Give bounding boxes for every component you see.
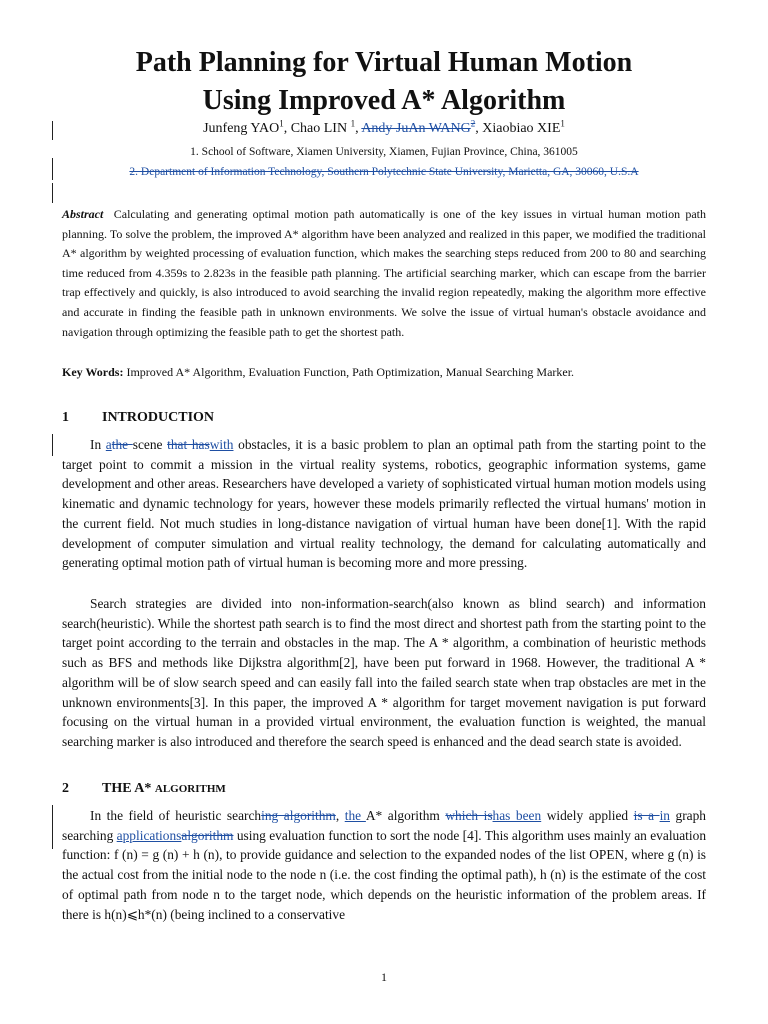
deleted-author-affil-mark: 2	[470, 118, 476, 129]
author-separator: ,	[475, 121, 483, 136]
a-star-paragraph-1	[62, 806, 706, 924]
paper-title	[40, 44, 728, 120]
deleted-author-name: Andy JuAn WANG	[361, 121, 471, 136]
author-separator: ,	[283, 121, 291, 136]
change-bar	[52, 805, 53, 849]
section-heading-introduction	[62, 409, 214, 427]
change-bar	[52, 434, 53, 456]
section-number: 2	[62, 781, 69, 796]
page-number: 1	[381, 970, 387, 984]
text-run: [4]. This algorithm uses mainly an evaluation function: f (n) = g (n) + h (n), to provide guidance and selection to the expanded nodes of the list OPEN, where g (n) is the actual cost from the initial node to the node n (i.e. the cost finding the optimal path), h (n) is the estimate of the cost of optimal path from node n to the target node, which depends on the heuristic information of the problem areas. If there is h(n)⩽h*(n) (being inclined to a conservative	[62, 827, 707, 922]
affiliation: 1. School of Software, Xiamen University, Xiamen, Fujian Province, China, 361005	[190, 146, 578, 158]
section-title-smallcaps: ALGORITHM	[154, 783, 226, 795]
introduction-paragraph-1	[62, 435, 706, 573]
author-name: Chao LIN	[290, 121, 348, 136]
section-number: 1	[62, 410, 69, 425]
section-title: INTRODUCTION	[102, 410, 215, 425]
section-heading-a-star	[62, 780, 226, 798]
deleted-affiliation: 2. Department of Information Technology, Southern Polytechnic State University, Marietta, GA, 30060, U.S.A	[129, 166, 639, 178]
author-affil-mark: 1	[560, 118, 565, 129]
abstract-text: Calculating and generating optimal motion path automatically is one of the key issues in virtual human motion path planning. To solve the problem, the improved A* algorithm have been analyzed and realized in this paper, we modified the traditional A* algorithm by weighted processing of evaluation function, which makes the searching steps reduced from 200 to 80 and searching time reduced from 4.359s to 2.823s in the feasible path planning. The artificial searching marker, which can escape from the barrier trap effectively and quickly, is also introduced to avoid searching the invalid region repeatedly, making the algorithm more effective and accurate in finding the feasible path in unknown environments. We solve the issue of virtual human's obstacle avoidance and navigation through optimizing the feasible path to get the shortest path.	[62, 207, 707, 339]
deleted-text: algorithm	[181, 827, 234, 843]
text-run: using evaluation function to sort the node	[233, 827, 463, 843]
inserted-text: has been	[492, 808, 542, 823]
text-run: scene	[132, 437, 168, 452]
author-name: Xiaobiao XIE	[482, 121, 561, 136]
introduction-paragraph-2: Search strategies are divided into non-information-search(also known as blind search) and information search(heuristic). While the shortest path search is to find the most direct and shortest path from the starting point to the target point according to the terrain and obstacles in the map. The A * algorithm, a combination of heuristic methods such as BFS and methods like Dijkstra algorithm[2], have been put forward in 1968. However, the traditional A * algorithm will be of slow search speed and can easily fall into the failed search state when trap obstacles are met in the unknown environments[3]. In this paper, the improved A * algorithm for target movement navigation is put forward focusing on the virtual human in a provided virtual environment, the evaluation function is weighted, the manual searching marker is also introduced and therefore the search speed is enhanced and the dead search state is avoided.	[62, 596, 706, 749]
author-affil-mark: 1	[279, 118, 284, 129]
author-affil-mark: 1	[350, 118, 356, 129]
deleted-text: that has	[167, 437, 210, 452]
section-title: THE A*	[102, 781, 155, 796]
title-line-1: Path Planning for Virtual Human Motion	[135, 47, 633, 78]
inserted-text: in	[659, 808, 670, 823]
keywords	[62, 363, 706, 383]
deleted-text: the	[111, 437, 133, 452]
inserted-text: a	[105, 437, 112, 452]
author-name: Junfeng YAO	[203, 121, 280, 136]
abstract-label: Abstract	[62, 207, 104, 221]
author-separator: ,	[355, 121, 362, 136]
inserted-text: with	[209, 437, 234, 452]
text-run: ,	[335, 808, 345, 823]
inserted-text: applications	[116, 827, 182, 843]
text-run: In	[90, 437, 106, 452]
abstract	[62, 205, 706, 342]
change-bar	[52, 183, 53, 203]
keywords-label: Key Words:	[62, 365, 124, 379]
author-list	[40, 120, 728, 138]
keywords-text: Improved A* Algorithm, Evaluation Function, Path Optimization, Manual Searching Marker.	[126, 365, 575, 379]
text-run: obstacles, it is a basic problem to plan an optimal path from the starting point to the target point to commit a mission in the virtual reality systems, robotics, geographic information systems, game development and other areas. Researchers have developed a variety of sophisticated virtual human motion models using kinematic and dynamic technology for years, however these models primarily reflected the virtual humans' motion in the current field. Not much studies in long-distance navigation of virtual human have been done[1]. With the rapid development of computer simulation and virtual reality technology, the demand for calculating automatically and generating optimal motion path of virtual human is becoming more and more pressing.	[62, 437, 706, 571]
text-run: graph searching	[62, 808, 706, 843]
text-run: widely applied	[541, 808, 634, 823]
deleted-text: which is	[445, 808, 493, 823]
text-run: A* algorithm	[365, 808, 446, 823]
text-run: In the field of heuristic search	[90, 808, 262, 823]
deleted-text: is a	[633, 808, 660, 823]
title-line-2: Using Improved A* Algorithm	[202, 85, 566, 116]
deleted-text: ing algorithm	[261, 808, 336, 823]
inserted-text: the	[344, 808, 366, 823]
